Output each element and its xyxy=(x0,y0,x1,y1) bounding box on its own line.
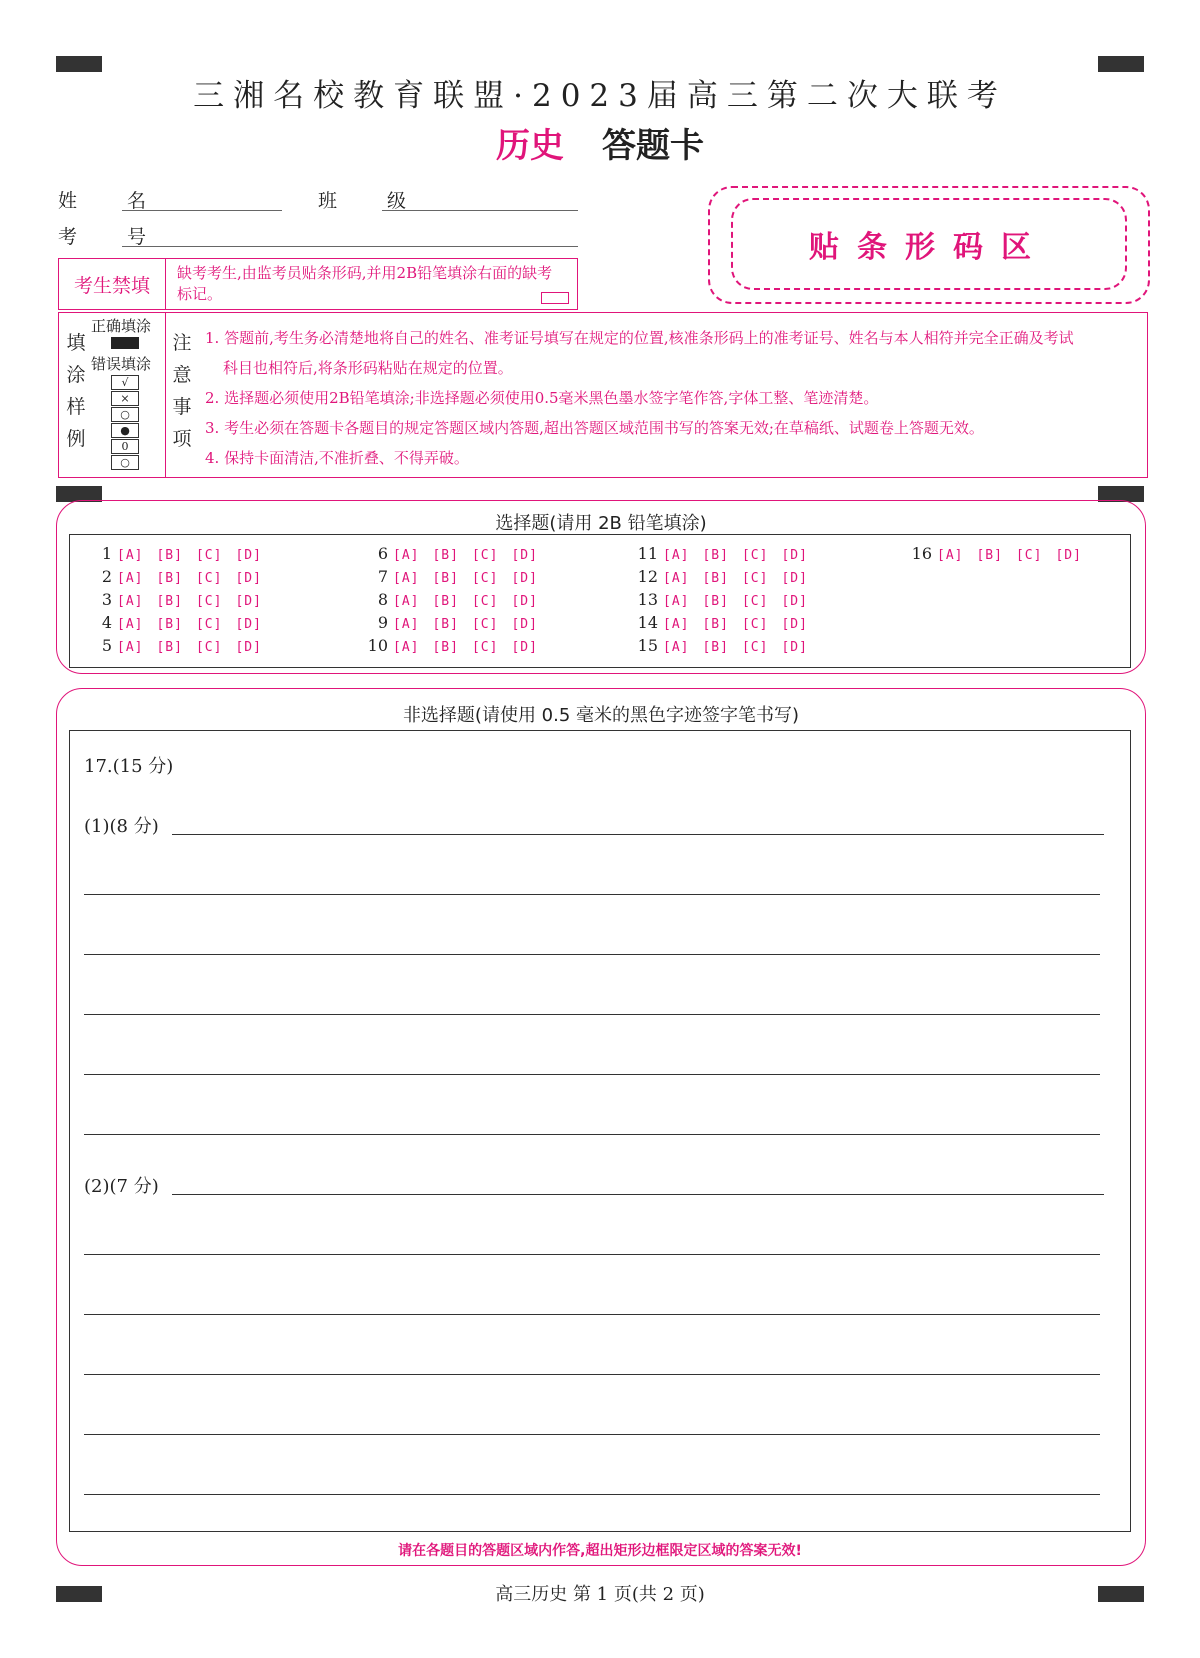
answer-bubble[interactable]: [C] xyxy=(195,571,223,586)
answer-line[interactable] xyxy=(84,1074,1100,1075)
choice-question xyxy=(360,636,551,655)
answer-bubble[interactable]: [B] xyxy=(156,640,183,655)
card-name: 答题卡 xyxy=(602,126,704,166)
answer-bubble[interactable]: [D] xyxy=(511,571,538,586)
answer-area-warning: 请在各题目的答题区域内作答,超出矩形边框限定区域的答案无效! xyxy=(398,1543,802,1559)
answer-bubble[interactable]: [C] xyxy=(471,640,499,655)
answer-bubble[interactable]: [B] xyxy=(156,617,183,632)
wrong-sample-circle: ○ xyxy=(111,407,139,422)
answer-bubble[interactable]: [D] xyxy=(781,617,808,632)
answer-bubble[interactable]: [A] xyxy=(117,617,144,632)
subject-name: 历史 xyxy=(496,126,564,166)
answer-bubble[interactable]: [B] xyxy=(156,571,183,586)
answer-bubble[interactable]: [B] xyxy=(156,594,183,609)
answer-bubble[interactable]: [B] xyxy=(432,571,459,586)
question-17-part1: (1)(8 分) xyxy=(84,816,159,837)
instructions-panel xyxy=(58,312,1148,478)
answer-line[interactable] xyxy=(84,1134,1100,1135)
answer-bubble[interactable]: [C] xyxy=(471,571,499,586)
answer-bubble[interactable]: [C] xyxy=(741,571,769,586)
choice-question xyxy=(84,613,275,632)
notice-item: 1. 答题前,考生务必清楚地将自己的姓名、准考证号填写在规定的位置,核准条形码上的准考证号、姓名与本人相符并完全正确及考试 xyxy=(205,329,1074,347)
answer-bubble[interactable]: [A] xyxy=(393,640,420,655)
answer-line[interactable] xyxy=(172,1194,1104,1195)
wrong-sample-oval: 0 xyxy=(111,439,139,454)
notice-list xyxy=(205,323,1145,473)
page-number: 高三历史 第 1 页(共 2 页) xyxy=(495,1584,705,1605)
wrong-sample-partial: ○ xyxy=(111,455,139,470)
notice-item: 4. 保持卡面清洁,不准折叠、不得弄破。 xyxy=(205,449,469,467)
page-subtitle xyxy=(0,118,1200,167)
answer-line[interactable] xyxy=(84,1254,1100,1255)
answer-bubble[interactable]: [D] xyxy=(235,594,262,609)
notice-item: 3. 考生必须在答题卡各题目的规定答题区域内答题,超出答题区域范围书写的答案无效;在草稿纸、试题卷上答题无效。 xyxy=(205,419,984,437)
answer-bubble[interactable]: [B] xyxy=(432,594,459,609)
answer-bubble[interactable]: [B] xyxy=(156,548,183,563)
answer-bubble[interactable]: [C] xyxy=(741,640,769,655)
choice-question xyxy=(630,613,821,632)
answer-line[interactable] xyxy=(84,954,1100,955)
answer-bubble[interactable]: [C] xyxy=(195,640,223,655)
choice-question xyxy=(630,544,821,563)
answer-bubble[interactable]: [B] xyxy=(432,640,459,655)
answer-bubble[interactable]: [C] xyxy=(1015,548,1043,563)
barcode-area xyxy=(731,198,1127,290)
choice-question xyxy=(84,590,275,609)
question-number: 15 xyxy=(637,636,658,655)
name-field[interactable] xyxy=(122,210,282,211)
choice-section-title: 选择题(请用 2B 铅笔填涂) xyxy=(495,513,707,534)
absent-label: 考生禁填 xyxy=(59,259,166,309)
answer-bubble[interactable]: [B] xyxy=(976,548,1003,563)
choice-question xyxy=(360,590,551,609)
question-number: 5 xyxy=(101,636,112,655)
wrong-sample-cross: × xyxy=(111,391,139,406)
question-17-part2: (2)(7 分) xyxy=(84,1176,159,1197)
answer-bubble[interactable]: [A] xyxy=(117,571,144,586)
answer-bubble[interactable]: [D] xyxy=(235,571,262,586)
nonchoice-section-title: 非选择题(请使用 0.5 毫米的黑色字迹签字笔书写) xyxy=(402,705,800,726)
answer-bubble[interactable]: [A] xyxy=(117,548,144,563)
choice-question xyxy=(84,567,275,586)
answer-area[interactable] xyxy=(69,730,1131,1532)
answer-line[interactable] xyxy=(84,894,1100,895)
answer-bubble[interactable]: [C] xyxy=(471,617,499,632)
answer-bubble[interactable]: [D] xyxy=(235,617,262,632)
answer-bubble[interactable]: [D] xyxy=(235,548,262,563)
choice-question xyxy=(84,544,275,563)
answer-bubble[interactable]: [D] xyxy=(235,640,262,655)
choice-question xyxy=(360,613,551,632)
question-number: 4 xyxy=(101,613,112,632)
answer-bubble[interactable]: [A] xyxy=(393,571,420,586)
answer-bubble[interactable]: [A] xyxy=(663,617,690,632)
answer-bubble[interactable]: [D] xyxy=(511,617,538,632)
answer-bubble[interactable]: [B] xyxy=(702,640,729,655)
answer-bubble[interactable]: [D] xyxy=(781,548,808,563)
choice-question xyxy=(630,590,821,609)
choice-question xyxy=(360,567,551,586)
absent-instruction: 缺考考生,由监考员贴条形码,并用2B铅笔填涂右面的缺考标记。 xyxy=(177,264,553,303)
barcode-label: 贴条形码区 xyxy=(809,230,1049,265)
answer-bubble[interactable]: [A] xyxy=(663,594,690,609)
question-number: 12 xyxy=(637,567,658,586)
question-number: 14 xyxy=(637,613,658,632)
question-number: 16 xyxy=(911,544,932,563)
choice-question xyxy=(360,544,551,563)
answer-bubble[interactable]: [D] xyxy=(511,640,538,655)
answer-bubble[interactable]: [D] xyxy=(511,594,538,609)
answer-bubble[interactable]: [C] xyxy=(741,617,769,632)
answer-bubble[interactable]: [B] xyxy=(432,617,459,632)
name-label: 姓 名 xyxy=(58,190,169,212)
answer-bubble[interactable]: [A] xyxy=(393,548,420,563)
choice-question xyxy=(904,544,1095,563)
answer-bubble[interactable]: [C] xyxy=(741,548,769,563)
question-number: 1 xyxy=(101,544,112,563)
answer-bubble[interactable]: [B] xyxy=(702,617,729,632)
answer-bubble[interactable]: [A] xyxy=(393,594,420,609)
correct-fill-label: 正确填涂 xyxy=(91,317,152,335)
choice-question xyxy=(630,636,821,655)
class-field[interactable] xyxy=(382,210,578,211)
answer-line[interactable] xyxy=(172,834,1104,835)
question-number: 8 xyxy=(377,590,388,609)
question-number: 7 xyxy=(377,567,388,586)
fill-sample-panel xyxy=(59,313,166,477)
answer-line[interactable] xyxy=(84,1014,1100,1015)
answer-bubble[interactable]: [A] xyxy=(663,548,690,563)
answer-bubble[interactable]: [C] xyxy=(471,594,499,609)
answer-bubble[interactable]: [B] xyxy=(432,548,459,563)
question-number: 9 xyxy=(377,613,388,632)
question-17-heading: 17.(15 分) xyxy=(84,756,174,777)
wrong-sample-dot: ● xyxy=(111,423,139,438)
notice-label: 注 意 事 项 xyxy=(172,332,192,450)
answer-bubble[interactable]: [C] xyxy=(195,617,223,632)
answer-bubble[interactable]: [B] xyxy=(702,571,729,586)
wrong-sample-check: √ xyxy=(111,375,139,390)
correct-fill-sample xyxy=(111,337,139,349)
wrong-fill-label: 错误填涂 xyxy=(91,355,152,373)
question-number: 6 xyxy=(377,544,388,563)
notice-item: 科目也相符后,将条形码粘贴在规定的位置。 xyxy=(223,359,513,377)
answer-bubble[interactable]: [A] xyxy=(663,571,690,586)
class-label: 班 级 xyxy=(318,190,429,212)
answer-bubble[interactable]: [D] xyxy=(1055,548,1082,563)
notice-item: 2. 选择题必须使用2B铅笔填涂;非选择题必须使用0.5毫米黑色墨水签字笔作答,字体工整、笔迹清楚。 xyxy=(205,389,879,407)
question-number: 10 xyxy=(367,636,388,655)
answer-bubble[interactable]: [A] xyxy=(117,640,144,655)
answer-bubble[interactable]: [B] xyxy=(702,548,729,563)
answer-line[interactable] xyxy=(84,1494,1100,1495)
answer-bubble[interactable]: [A] xyxy=(937,548,964,563)
question-number: 3 xyxy=(101,590,112,609)
question-number: 11 xyxy=(637,544,658,563)
answer-bubble[interactable]: [A] xyxy=(663,640,690,655)
answer-bubble[interactable]: [A] xyxy=(393,617,420,632)
answer-line[interactable] xyxy=(84,1434,1100,1435)
answer-bubble[interactable]: [C] xyxy=(195,594,223,609)
question-number: 13 xyxy=(637,590,658,609)
answer-bubble[interactable]: [D] xyxy=(781,640,808,655)
answer-bubble[interactable]: [C] xyxy=(741,594,769,609)
answer-bubble[interactable]: [C] xyxy=(195,548,223,563)
absent-mark-box xyxy=(58,258,578,310)
answer-bubble[interactable]: [C] xyxy=(471,548,499,563)
answer-bubble[interactable]: [D] xyxy=(781,594,808,609)
answer-line[interactable] xyxy=(84,1374,1100,1375)
answer-bubble[interactable]: [D] xyxy=(511,548,538,563)
answer-bubble[interactable]: [A] xyxy=(117,594,144,609)
answer-bubble[interactable]: [B] xyxy=(702,594,729,609)
answer-bubble[interactable]: [D] xyxy=(781,571,808,586)
choice-question xyxy=(630,567,821,586)
question-number: 2 xyxy=(101,567,112,586)
absent-checkbox[interactable] xyxy=(541,292,569,304)
exam-number-field[interactable] xyxy=(122,246,578,247)
exam-number-label: 考 号 xyxy=(58,226,169,248)
fill-sample-label: 填 涂 样 例 xyxy=(66,332,86,450)
choice-question xyxy=(84,636,275,655)
answer-line[interactable] xyxy=(84,1314,1100,1315)
page-title: 三湘名校教育联盟·2023届高三第二次大联考 xyxy=(193,78,1007,114)
